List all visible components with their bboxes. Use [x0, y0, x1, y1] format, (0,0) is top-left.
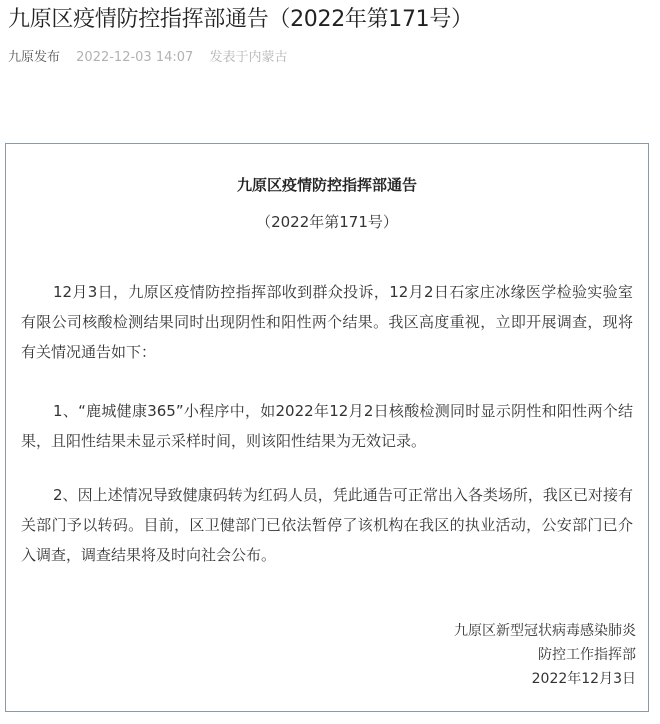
- notice-signature: [454, 619, 636, 691]
- publish-time: 2022-12-03 14:07: [76, 50, 194, 65]
- notice-paragraph-item-1: 1、“鹿城健康365”小程序中，如2022年12月2日核酸检测同时显示阴性和阳性两个结果，且阳性结果未显示采样时间，则该阳性结果为无效记录。: [21, 402, 633, 450]
- notice-number: （2022年第171号）: [256, 213, 398, 231]
- publish-location: 发表于内蒙古: [209, 50, 288, 65]
- signature-org-line1: 九原区新型冠状病毒感染肺炎: [454, 623, 636, 639]
- notice-paragraph-item-2: 2、因上述情况导致健康码转为红码人员，凭此通告可正常出入各类场所，我区已对接有关部门予以转码。目前，区卫健部门已依法暂停了该机构在我区的执业活动，公安部门已介入调查，调查结果将及时向社会公布。: [21, 486, 633, 564]
- article-meta: [8, 49, 287, 67]
- signature-date: 2022年12月3日: [531, 671, 636, 687]
- notice-paragraph-intro: 12月3日，九原区疫情防控指挥部收到群众投诉，12月2日石家庄冰缘医学检验实验室有限公司核酸检测结果同时出现阴性和阳性两个结果。我区高度重视，立即开展调查，现将有关情况通告如下：: [21, 283, 633, 361]
- notice-heading: 九原区疫情防控指挥部通告: [236, 176, 417, 194]
- signature-org-line2: 防控工作指挥部: [538, 647, 636, 663]
- notice-box: [5, 143, 649, 712]
- article-source-link[interactable]: 九原发布: [8, 50, 61, 65]
- article-title: 九原区疫情防控指挥部通告（2022年第171号）: [8, 7, 473, 32]
